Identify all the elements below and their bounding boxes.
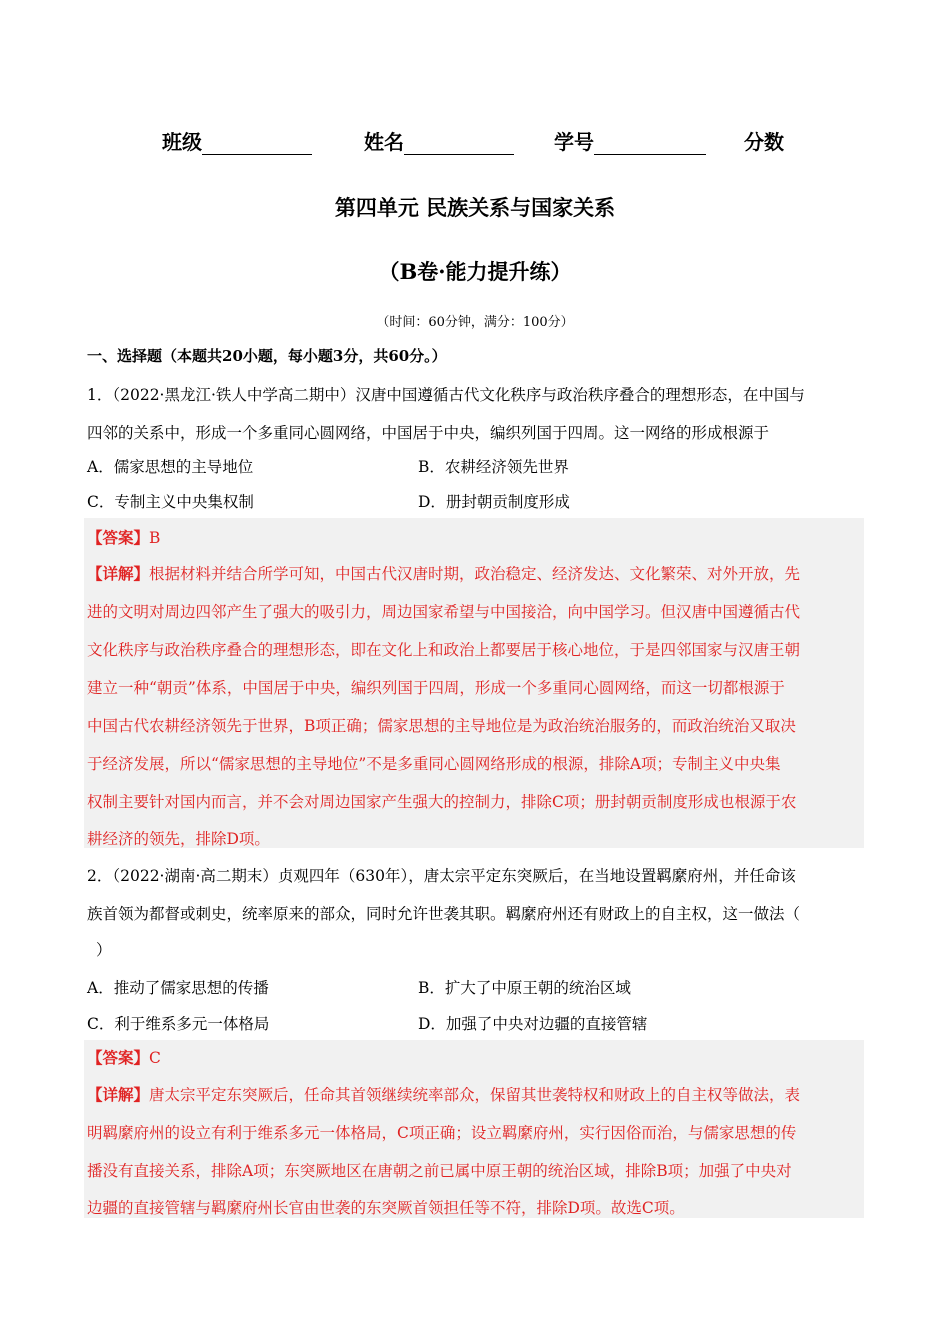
q1-answer <box>87 526 160 548</box>
class-label: 班级 <box>162 130 202 154</box>
q1-detail-line: 【详解】根据材料并结合所学可知，中国古代汉唐时期，政治稳定、经济发达、文化繁荣、对外开放，先 <box>87 564 801 583</box>
q2-option-a[interactable]: A．推动了儒家思想的传播 <box>87 979 269 997</box>
score-label: 分数 <box>744 130 784 154</box>
student-id-label: 学号 <box>554 130 594 154</box>
q2-detail-line: 播没有直接关系，排除A项；东突厥地区在唐朝之前已属中原王朝的统治区域，排除B项；加强了中央对 <box>87 1162 792 1180</box>
q2-option-c[interactable]: C．利于维系多元一体格局 <box>87 1015 270 1033</box>
class-blank[interactable] <box>202 134 312 155</box>
name-label: 姓名 <box>364 130 404 154</box>
class-field[interactable] <box>162 126 312 155</box>
q1-answer-value: B <box>149 529 161 547</box>
q2-stem-line: ） <box>96 941 112 959</box>
q1-detail-line: 文化秩序与政治秩序叠合的理想形态，即在文化上和政治上都要居于核心地位，于是四邻国家与汉唐王朝 <box>87 641 801 659</box>
q1-option-c[interactable]: C．专制主义中央集权制 <box>87 493 254 511</box>
q1-answer-label: 【答案】 <box>87 528 150 547</box>
q1-stem-line: 1．（2022·黑龙江·铁人中学高二期中）汉唐中国遵循古代文化秩序与政治秩序叠合的理想形态，在中国与 <box>87 386 805 404</box>
section-heading: 一、选择题（本题共20小题，每小题3分，共60分。） <box>87 347 447 365</box>
q1-detail-line: 于经济发展，所以“儒家思想的主导地位”不是多重同心圆网络形成的根源，排除A项；专制主义中央集 <box>87 755 781 773</box>
q2-answer <box>87 1046 161 1068</box>
q2-answer-label: 【答案】 <box>87 1048 150 1067</box>
name-field[interactable] <box>364 126 514 155</box>
q2-stem-line: 族首领为都督或刺史，统率原来的部众，同时允许世袭其职。羁縻府州还有财政上的自主权，这一做法（ <box>87 905 801 923</box>
q2-detail-line: 边疆的直接管辖与羁縻府州长官由世袭的东突厥首领担任等不符，排除D项。故选C项。 <box>87 1199 685 1217</box>
q2-detail-line: 明羁縻府州的设立有利于维系多元一体格局，C项正确；设立羁縻府州，实行因俗而治，与儒家思想的传 <box>87 1124 797 1142</box>
name-blank[interactable] <box>404 134 514 155</box>
q2-option-b[interactable]: B．扩大了中原王朝的统治区域 <box>418 979 631 997</box>
q2-detail-line: 【详解】唐太宗平定东突厥后，任命其首领继续统率部众，保留其世袭特权和财政上的自主权等做法，表 <box>87 1085 801 1104</box>
q1-detail-line: 耕经济的领先，排除D项。 <box>87 830 270 848</box>
student-id-field[interactable] <box>554 126 706 155</box>
q1-stem-line: 四邻的关系中，形成一个多重同心圆网络，中国居于中央，编织列国于四周。这一网络的形成根源于 <box>87 424 770 442</box>
q1-detail-line: 建立一种“朝贡”体系，中国居于中央，编织列国于四周，形成一个多重同心圆网络，而这一切都根源于 <box>87 679 785 697</box>
q1-option-a[interactable]: A．儒家思想的主导地位 <box>87 458 254 476</box>
score-field <box>744 126 784 155</box>
q1-option-b[interactable]: B．农耕经济领先世界 <box>418 458 569 476</box>
q2-answer-value: C <box>149 1049 161 1067</box>
q1-detail-label: 【详解】 <box>87 564 150 583</box>
q1-detail-line: 权制主要针对国内而言，并不会对周边国家产生强大的控制力，排除C项；册封朝贡制度形成也根源于农 <box>87 793 797 811</box>
q1-detail-line: 进的文明对周边四邻产生了强大的吸引力，周边国家希望与中国接洽，向中国学习。但汉唐中国遵循古代 <box>87 603 801 621</box>
q2-detail-label: 【详解】 <box>87 1085 150 1104</box>
q2-stem-line: 2．（2022·湖南·高二期末）贞观四年（630年），唐太宗平定东突厥后，在当地设置羁縻府州，并任命该 <box>87 867 796 885</box>
time-info: （时间：60分钟，满分：100分） <box>376 315 574 330</box>
q1-option-d[interactable]: D．册封朝贡制度形成 <box>418 493 570 511</box>
paper-subtitle: （B卷·能力提升练） <box>378 259 572 284</box>
student-id-blank[interactable] <box>594 134 706 155</box>
q1-detail-line: 中国古代农耕经济领先于世界，B项正确；儒家思想的主导地位是为政治统治服务的，而政治统治又取决 <box>87 717 796 735</box>
unit-title: 第四单元 民族关系与国家关系 <box>334 195 616 220</box>
q2-option-d[interactable]: D．加强了中央对边疆的直接管辖 <box>418 1015 648 1033</box>
